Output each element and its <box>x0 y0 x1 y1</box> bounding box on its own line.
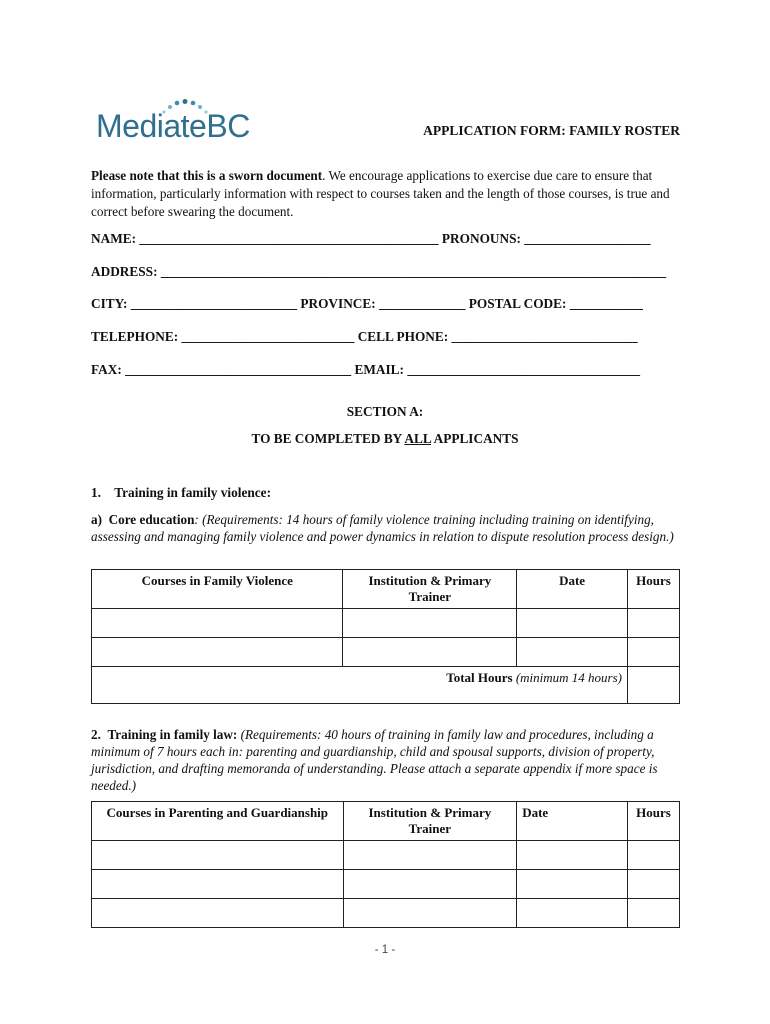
city-field[interactable]: _________________________ <box>130 296 298 311</box>
table-cell[interactable] <box>517 870 628 899</box>
table-cell[interactable] <box>92 609 343 638</box>
section-subtitle-post: APPLICANTS <box>431 431 519 446</box>
city-row <box>91 296 681 312</box>
table-header-row <box>92 802 680 841</box>
telephone-row <box>91 329 681 345</box>
fax-row <box>91 362 681 378</box>
total-hours-note: (minimum 14 hours) <box>512 670 622 685</box>
section-title: SECTION A: <box>346 404 424 419</box>
item1-requirements: : (Requirements: 14 hours of family violence training including training on identifying, assessing and managing family violence and power dynamics in relation to dispute resolution process design.) <box>91 512 674 544</box>
address-field[interactable]: ____________________________________________________________________________ <box>160 264 667 279</box>
postal-code-field[interactable]: ___________ <box>569 296 643 311</box>
table-cell[interactable] <box>92 638 343 667</box>
section-subtitle <box>0 431 770 447</box>
table-row <box>92 638 680 667</box>
table-row <box>92 899 680 928</box>
intro-text: . We encourage applications to exercise due care to ensure that information, particularly information with respect to courses taken and the length of those courses, is true and correct before swearing the document. <box>91 168 670 219</box>
table-cell[interactable] <box>627 870 679 899</box>
name-field[interactable]: _____________________________________________ <box>139 231 439 246</box>
intro-paragraph <box>91 167 681 221</box>
table-cell[interactable] <box>628 638 680 667</box>
table-cell[interactable] <box>628 609 680 638</box>
table-cell[interactable] <box>92 870 344 899</box>
col-header-date: Date <box>517 570 628 609</box>
form-title: APPLICATION FORM: FAMILY ROSTER <box>423 123 680 138</box>
item2-heading: 2. Training in family law: <box>91 727 238 742</box>
name-label: NAME: <box>91 231 137 246</box>
table-cell[interactable] <box>627 841 679 870</box>
table-row <box>92 841 680 870</box>
fax-label: FAX: <box>91 362 122 377</box>
table-cell[interactable] <box>343 609 517 638</box>
col-header-institution: Institution & Primary Trainer <box>343 802 517 841</box>
pronouns-field[interactable]: ___________________ <box>524 231 651 246</box>
section-subtitle-pre: TO BE COMPLETED BY <box>251 431 405 446</box>
telephone-field[interactable]: __________________________ <box>181 329 355 344</box>
page-number: - 1 - <box>374 944 396 956</box>
table-row <box>92 870 680 899</box>
item2-requirements: (Requirements: 40 hours of training in family law and procedures, including a minimum of 7 hours each in: parenting and guardianship, child and spousal supports, division of property, jurisdiction, and drafting memoranda of understanding. Please attach a separate appendix if more space is needed.) <box>91 727 658 793</box>
item2-description <box>91 726 679 794</box>
table-cell[interactable] <box>343 841 517 870</box>
family-violence-table <box>91 569 680 704</box>
col-header-institution: Institution & Primary Trainer <box>343 570 517 609</box>
table-cell[interactable] <box>343 638 517 667</box>
intro-bold: Please note that this is a sworn document <box>91 168 323 183</box>
address-row <box>91 264 681 280</box>
total-hours-label <box>92 667 628 704</box>
table-cell[interactable] <box>517 841 628 870</box>
fax-field[interactable]: __________________________________ <box>125 362 352 377</box>
item1-heading: 1. Training in family violence: <box>91 485 271 500</box>
table-cell[interactable] <box>517 899 628 928</box>
telephone-label: TELEPHONE: <box>91 329 179 344</box>
table-header-row <box>92 570 680 609</box>
address-label: ADDRESS: <box>91 264 158 279</box>
cell-phone-label: CELL PHONE: <box>357 329 449 344</box>
section-subtitle-emphasis: ALL <box>404 431 431 446</box>
table-cell[interactable] <box>627 899 679 928</box>
table-cell[interactable] <box>92 899 344 928</box>
table-cell[interactable] <box>517 638 628 667</box>
total-row <box>92 667 680 704</box>
col-header-courses: Courses in Parenting and Guardianship <box>92 802 344 841</box>
family-law-table <box>91 801 680 928</box>
item1-description <box>91 511 679 545</box>
pronouns-label: PRONOUNS: <box>441 231 521 246</box>
city-label: CITY: <box>91 296 128 311</box>
table-row <box>92 609 680 638</box>
item1-sub-heading: a) Core education <box>91 512 195 527</box>
province-field[interactable]: _____________ <box>379 296 466 311</box>
name-row <box>91 231 681 247</box>
col-header-courses: Courses in Family Violence <box>92 570 343 609</box>
email-label: EMAIL: <box>354 362 404 377</box>
mediatebc-logo <box>96 100 271 146</box>
cell-phone-field[interactable]: ____________________________ <box>451 329 638 344</box>
total-hours-cell[interactable] <box>628 667 680 704</box>
col-header-hours: Hours <box>627 802 679 841</box>
email-field[interactable]: ___________________________________ <box>407 362 641 377</box>
postal-code-label: POSTAL CODE: <box>468 296 567 311</box>
table-cell[interactable] <box>343 870 517 899</box>
table-cell[interactable] <box>92 841 344 870</box>
total-hours-text: Total Hours <box>446 670 513 685</box>
col-header-date: Date <box>517 802 628 841</box>
table-cell[interactable] <box>343 899 517 928</box>
province-label: PROVINCE: <box>300 296 376 311</box>
table-cell[interactable] <box>517 609 628 638</box>
logo-wordmark: MediateBC <box>96 108 250 144</box>
col-header-hours: Hours <box>628 570 680 609</box>
